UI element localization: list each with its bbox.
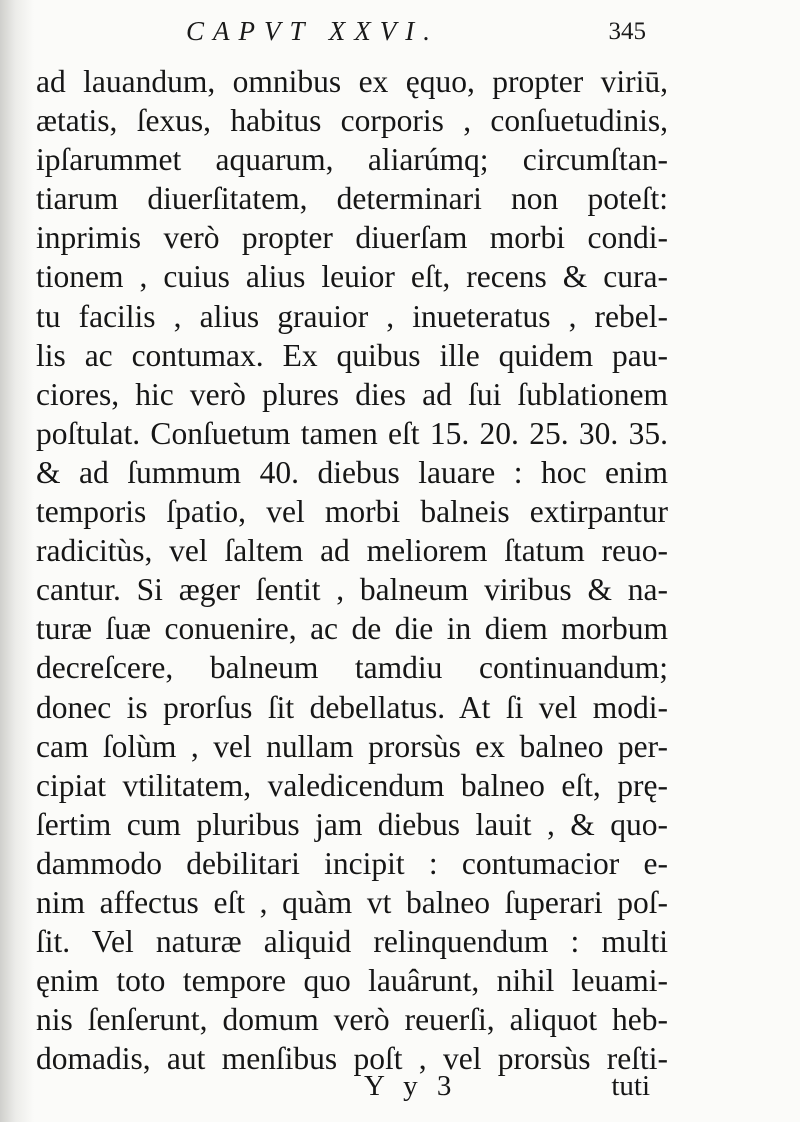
text-line: dammodo debilitari incipit : contumacior e-	[36, 845, 668, 881]
text-line: turæ ſuæ conuenire, ac de die in diem morbum	[36, 611, 668, 647]
text-line: poſtulat. Conſuetum tamen eſt 15. 20. 25. 30. 35.	[36, 415, 668, 451]
text-line: nis ſenſerunt, domum verò reuerſi, aliquot heb-	[36, 1002, 668, 1038]
text-line: cantur. Si æger ſentit , balneum viribus & na-	[36, 572, 668, 608]
text-line: cipiat vtilitatem, valedicendum balneo eſt, prę-	[36, 767, 668, 803]
text-line: ad lauandum, omnibus ex ęquo, propter viriū,	[36, 64, 668, 99]
text-line: ſit. Vel naturæ aliquid relinquendum : multi	[36, 924, 668, 960]
body-text	[36, 62, 668, 1078]
running-title: CAPVT XXVI.	[186, 16, 439, 46]
text-line: ciores, hic verò plures dies ad ſui ſublationem	[36, 376, 668, 412]
signature-mark: Y y 3	[364, 1070, 458, 1102]
text-line: & ad ſummum 40. diebus lauare : hoc enim	[36, 454, 668, 490]
text-line: inprimis verò propter diuerſam morbi condi-	[36, 220, 668, 256]
text-line: ęnim toto tempore quo lauârunt, nihil leuami-	[36, 963, 668, 999]
text-line: ætatis, ſexus, habitus corporis , conſuetudinis,	[36, 103, 668, 139]
catchword: tuti	[611, 1070, 650, 1102]
text-line: radicitùs, vel ſaltem ad meliorem ſtatum reuo-	[36, 533, 668, 569]
text-line: domadis, aut menſibus poſt , vel prorsùs reſti-	[36, 1041, 668, 1077]
text-line: decreſcere, balneum tamdiu continuandum;	[36, 650, 668, 686]
page-number: 345	[608, 18, 646, 45]
text-line: tionem , cuius alius leuior eſt, recens & cura-	[36, 259, 668, 295]
text-line: nim affectus eſt , quàm vt balneo ſuperari poſ-	[36, 884, 668, 920]
text-line: donec is prorſus ſit debellatus. At ſi vel modi-	[36, 689, 668, 725]
text-line: ſertim cum pluribus jam diebus lauit , & quo-	[36, 806, 668, 842]
text-line: cam ſolùm , vel nullam prorsùs ex balneo per-	[36, 728, 668, 764]
page-footer	[36, 1070, 668, 1110]
text-line: ipſarummet aquarum, aliarúmq; circumſtan-	[36, 142, 668, 178]
gutter-shadow	[0, 0, 34, 1122]
text-line: tu facilis , alius grauior , inueteratus , rebel-	[36, 298, 668, 334]
text-line: tiarum diuerſitatem, determinari non poteſt:	[36, 181, 668, 217]
page-header	[186, 16, 646, 56]
text-line: temporis ſpatio, vel morbi balneis extirpantur	[36, 494, 668, 530]
text-line: lis ac contumax. Ex quibus ille quidem pau-	[36, 337, 668, 373]
